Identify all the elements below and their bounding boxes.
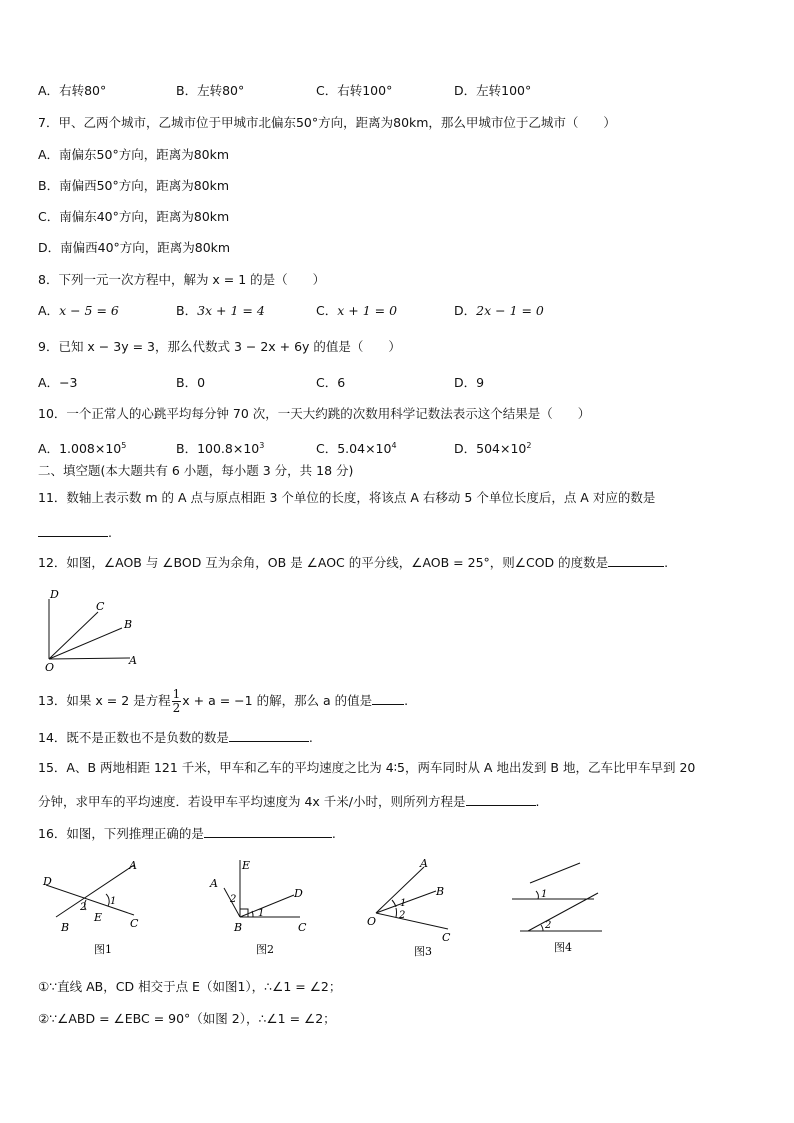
label-a: A [129, 859, 137, 872]
answer-blank[interactable] [608, 552, 664, 567]
q10-option-a: A．$1.008\times 10^5$ [38, 441, 127, 457]
answer-blank[interactable] [372, 690, 404, 705]
q9-stem: 9．已知 x − 3y = 3，那么代数式 3 − 2x + 6y 的值是（ ） [38, 339, 401, 354]
label-b: B [436, 885, 445, 898]
q8-stem: 8．下列一元一次方程中，解为 x = 1 的是（ ） [38, 272, 326, 287]
q7-option-d: D．南偏西40°方向，距离为80km [38, 240, 231, 255]
q7-option-b: B．南偏西50°方向，距离为80km [38, 178, 230, 193]
q12-stem: 12．如图，∠AOB 与 ∠BOD 互为余角，OB 是 ∠AOC 的平分线，∠AOB = 25°，则∠COD 的度数是 . [38, 552, 668, 572]
ray-oc [49, 612, 98, 659]
q11-answer-line: . [38, 522, 112, 542]
label-e: E [242, 859, 251, 872]
q6-option-a: A．右转80° [38, 83, 107, 98]
q9-option-a: A．−3 [38, 375, 78, 390]
angle-2-label: 2 [545, 920, 552, 931]
angle-1-label: 1 [541, 889, 548, 900]
q9-option-c: C．6 [316, 375, 346, 390]
label-c: C [298, 921, 307, 934]
figure-caption: 图1 [94, 943, 112, 956]
q15-line1: 15．A、B 两地相距 121 千米，甲车和乙车的平均速度之比为 4∶5，两车同时从 A 地出发到 B 地，乙车比甲车早到 20 [38, 760, 696, 775]
figure-caption: 图3 [414, 945, 432, 958]
q7-option-c: C．南偏东40°方向，距离为80km [38, 209, 230, 224]
q16-figure-2 [200, 855, 320, 965]
q10-option-c: C．$5.04\times 10^4$ [316, 441, 397, 457]
q8-option-c: C．x + 1 = 0 [316, 303, 398, 318]
label-b: B [234, 921, 243, 934]
angle-2-label: 2 [230, 894, 237, 905]
q8-option-d: D．2x − 1 = 0 [454, 303, 544, 318]
q10-stem: 10．一个正常人的心跳平均每分钟 70 次，一天大约跳的次数用科学记数法表示这个结果是（ ） [38, 406, 591, 421]
figure-caption: 图4 [554, 941, 572, 954]
q16-statement-2: ②∵∠ABD = ∠EBC = 90°（如图 2），∴∠1 = ∠2； [38, 1011, 336, 1026]
line-dc [46, 885, 134, 915]
q16-statement-1: ①∵直线 AB，CD 相交于点 E（如图1），∴∠1 = ∠2； [38, 979, 342, 994]
label-b: B [61, 921, 70, 934]
q8-option-b: B．3x + 1 = 4 [176, 303, 265, 318]
label-o: O [367, 915, 377, 928]
q9-option-b: B．0 [176, 375, 206, 390]
figure-caption: 图2 [256, 943, 274, 956]
label-c: C [442, 931, 451, 944]
angle-2-label: 2 [80, 902, 87, 913]
label-e: E [94, 911, 103, 924]
label-d: D [294, 887, 303, 900]
fraction-half: $\frac{1}{2}$ [172, 687, 181, 715]
q7-stem: 7．甲、乙两个城市，乙城市位于甲城市北偏东50°方向，距离为80km，那么甲城市位于乙城市（ ） [38, 115, 616, 130]
answer-blank[interactable] [38, 522, 108, 537]
line-ab [56, 865, 134, 917]
angle-2-arc [541, 925, 543, 931]
q6-option-d: D．左转100° [454, 83, 532, 98]
line-top-diagonal [530, 863, 580, 883]
q10-option-d: D．$504\times 10^2$ [454, 441, 532, 457]
q9-option-d: D．9 [454, 375, 485, 390]
angle-1-arc [252, 911, 253, 917]
label-d: D [50, 588, 59, 601]
label-c: C [96, 600, 105, 613]
angle-1-label: 1 [400, 898, 407, 909]
label-o: O [45, 661, 55, 674]
label-a: A [129, 654, 137, 667]
angle-1-arc [536, 891, 538, 899]
ray-oa [49, 658, 130, 659]
angle-1-label: 1 [110, 896, 117, 907]
ray-oc [376, 913, 448, 929]
q11-stem: 11．数轴上表示数 m 的 A 点与原点相距 3 个单位的长度，将该点 A 右移动 5 个单位长度后，点 A 对应的数是 [38, 490, 656, 505]
q10-option-b: B．$100.8\times 10^3$ [176, 441, 265, 457]
answer-blank[interactable] [229, 727, 309, 742]
q16-figure-3 [362, 855, 472, 965]
q6-option-b: B．左转80° [176, 83, 245, 98]
angle-2-label: 2 [399, 910, 406, 921]
angle-1-arc [106, 894, 109, 906]
q12-angle-figure [38, 582, 148, 674]
label-d: D [43, 875, 52, 888]
q14-stem: 14．既不是正数也不是负数的数是 . [38, 727, 313, 747]
answer-blank[interactable] [466, 791, 536, 806]
q16-figure-4 [508, 855, 618, 965]
angle-1-label: 1 [258, 908, 265, 919]
q8-option-a: A．x − 5 = 6 [38, 303, 119, 318]
q13-stem: 13．如果 x = 2 是方程 $\frac{1}{2}$ x + a = −1 的解，那么 a 的值是 . [38, 687, 409, 715]
q7-option-a: A．南偏东50°方向，距离为80km [38, 147, 230, 162]
ray-ob [49, 628, 122, 659]
answer-blank[interactable] [204, 823, 332, 838]
label-c: C [130, 917, 139, 930]
q6-option-c: C．右转100° [316, 83, 393, 98]
q16-stem: 16．如图，下列推理正确的是 . [38, 823, 336, 843]
label-b: B [124, 618, 133, 631]
section-heading: 二、填空题(本大题共有 6 小题，每小题 3 分，共 18 分) [38, 463, 354, 478]
q16-figure-1 [38, 855, 156, 965]
q15-line2: 分钟，求甲车的平均速度．若设甲车平均速度为 4x 千米/小时，则所列方程是 . [38, 791, 540, 811]
label-a: A [420, 857, 428, 870]
label-a: A [210, 877, 218, 890]
angle-2-arc [396, 908, 397, 917]
